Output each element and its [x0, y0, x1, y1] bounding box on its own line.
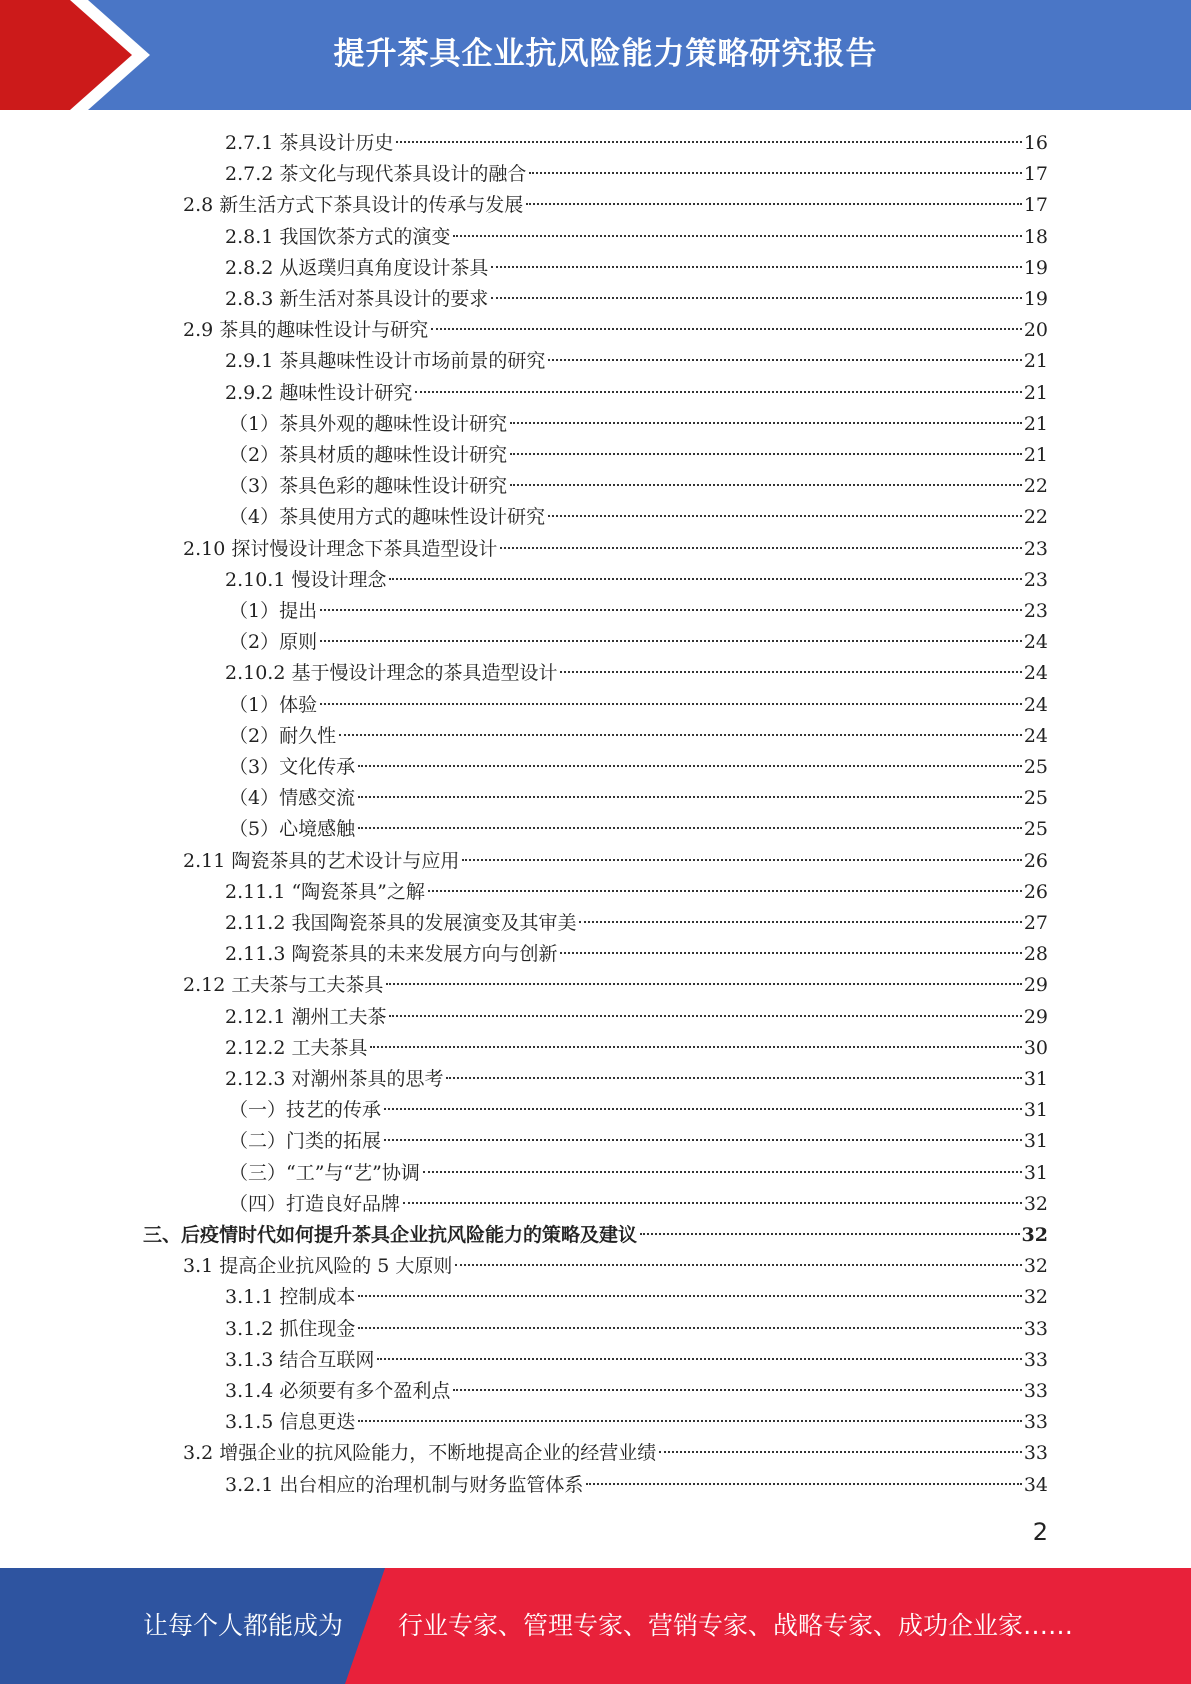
toc-entry-label: 三、后疫情时代如何提升茶具企业抗风险能力的策略及建议 — [143, 1224, 638, 1246]
toc-dot-leader — [358, 1327, 1021, 1329]
toc-entry[interactable] — [183, 190, 1048, 221]
toc-entry-label: 2.9 茶具的趣味性设计与研究 — [183, 319, 429, 342]
toc-entry-label: （5）心境感触 — [229, 818, 356, 841]
toc-entry-page: 34 — [1023, 1473, 1048, 1496]
toc-entry-label: （3）文化传承 — [229, 756, 356, 778]
toc-entry[interactable] — [229, 1095, 1048, 1126]
footer-slogan: 让每个人都能成为 — [143, 1611, 344, 1640]
toc-entry[interactable] — [229, 1126, 1048, 1157]
toc-entry-page: 32 — [1023, 1286, 1048, 1309]
toc-entry-label: 3.1.4 必须要有多个盈利点 — [225, 1380, 451, 1402]
toc-entry-label: 2.11 陶瓷茶具的艺术设计与应用 — [183, 849, 460, 872]
toc-entry-page: 24 — [1023, 693, 1048, 716]
toc-dot-leader — [386, 983, 1021, 985]
toc-entry-label: 3.1.5 信息更迭 — [225, 1411, 356, 1434]
toc-dot-leader — [389, 578, 1021, 580]
page-title: 提升茶具企业抗风险能力策略研究报告 — [333, 35, 878, 72]
toc-entry-label: （四）打造良好品牌 — [229, 1192, 401, 1215]
page-number: 2 — [1032, 1518, 1048, 1546]
toc-dot-leader — [320, 703, 1022, 705]
toc-entry[interactable] — [225, 1064, 1048, 1095]
toc-entry[interactable] — [225, 1407, 1048, 1438]
toc-dot-leader — [453, 235, 1021, 237]
toc-entry-page: 17 — [1023, 194, 1048, 217]
toc-entry[interactable] — [229, 721, 1048, 752]
toc-entry-page: 24 — [1023, 724, 1048, 747]
toc-entry-label: 2.11.2 我国陶瓷茶具的发展演变及其审美 — [225, 912, 577, 934]
toc-dot-leader — [428, 890, 1022, 892]
toc-entry[interactable] — [229, 752, 1048, 783]
toc-entry-page: 17 — [1023, 163, 1048, 186]
toc-entry-label: 2.7.2 茶文化与现代茶具设计的融合 — [225, 163, 527, 186]
toc-dot-leader — [500, 547, 1021, 549]
toc-dot-leader — [384, 1139, 1022, 1141]
toc-entry-page: 23 — [1023, 537, 1048, 560]
toc-entry[interactable] — [225, 159, 1048, 190]
toc-entry-page: 33 — [1023, 1317, 1048, 1340]
toc-dot-leader — [548, 359, 1021, 361]
toc-dot-leader — [339, 734, 1022, 736]
toc-entry-label: （三）“工”与“艺”协调 — [229, 1161, 420, 1184]
toc-entry[interactable] — [183, 534, 1048, 565]
toc-entry[interactable] — [225, 565, 1048, 596]
toc-entry[interactable] — [225, 1002, 1048, 1033]
toc-entry-label: （1）茶具外观的趣味性设计研究 — [229, 412, 508, 435]
toc-entry-label: （4）情感交流 — [229, 787, 356, 810]
toc-entry-label: （一）技艺的传承 — [229, 1099, 382, 1122]
toc-entry-page: 26 — [1023, 849, 1048, 872]
page-header — [0, 0, 1191, 110]
toc-entry-label: 2.8.1 我国饮茶方式的演变 — [225, 225, 451, 248]
toc-entry-page: 27 — [1023, 912, 1048, 934]
toc-entry[interactable] — [225, 284, 1048, 315]
toc-dot-leader — [320, 640, 1022, 642]
toc-entry-page: 24 — [1023, 631, 1048, 654]
toc-entry-page: 31 — [1023, 1130, 1048, 1153]
toc-entry-page: 33 — [1023, 1348, 1048, 1371]
toc-dot-leader — [384, 1108, 1022, 1110]
toc-entry[interactable] — [225, 1282, 1048, 1313]
toc-dot-leader — [510, 484, 1022, 486]
toc-dot-leader — [579, 921, 1021, 923]
toc-dot-leader — [403, 1202, 1022, 1204]
toc-entry-label: 2.12.1 潮州工夫茶 — [225, 1005, 387, 1028]
toc-entry-page: 21 — [1023, 444, 1048, 466]
toc-entry-label: 3.2.1 出台相应的治理机制与财务监管体系 — [225, 1473, 584, 1496]
toc-entry-page: 31 — [1023, 1161, 1048, 1184]
toc-dot-leader — [548, 515, 1022, 517]
toc-entry[interactable] — [225, 658, 1048, 689]
toc-dot-leader — [423, 1171, 1022, 1173]
toc-entry[interactable] — [225, 939, 1048, 970]
toc-entry-page: 23 — [1023, 600, 1048, 622]
toc-entry-label: （3）茶具色彩的趣味性设计研究 — [229, 475, 508, 498]
toc-dot-leader — [358, 1295, 1021, 1297]
toc-dot-leader — [586, 1483, 1021, 1485]
toc-entry-page: 25 — [1023, 818, 1048, 841]
toc-entry-page: 25 — [1023, 756, 1048, 778]
toc-dot-leader — [377, 1358, 1021, 1360]
toc-entry[interactable] — [229, 471, 1048, 502]
toc-entry-label: 2.10.1 慢设计理念 — [225, 568, 387, 591]
toc-entry-label: 2.11.1 “陶瓷茶具”之解 — [225, 880, 425, 903]
toc-entry-label: （2）原则 — [229, 631, 318, 654]
toc-entry-page: 21 — [1023, 381, 1048, 404]
toc-entry[interactable] — [225, 222, 1048, 253]
toc-dot-leader — [389, 1015, 1021, 1017]
toc-entry-page: 26 — [1023, 880, 1048, 903]
toc-entry-page: 19 — [1023, 288, 1048, 310]
toc-entry[interactable] — [225, 877, 1048, 908]
toc-entry-page: 30 — [1023, 1036, 1048, 1059]
toc-entry[interactable] — [183, 1438, 1048, 1469]
toc-entry[interactable] — [225, 1314, 1048, 1345]
toc-entry-label: （4）茶具使用方式的趣味性设计研究 — [229, 506, 546, 529]
toc-entry-label: （2）茶具材质的趣味性设计研究 — [229, 444, 508, 466]
toc-entry[interactable] — [225, 908, 1048, 939]
toc-dot-leader — [396, 141, 1021, 143]
toc-dot-leader — [446, 1077, 1021, 1079]
toc-entry-page: 16 — [1023, 132, 1048, 154]
toc-entry-label: 2.8.2 从返璞归真角度设计茶具 — [225, 256, 489, 279]
toc-entry[interactable] — [229, 409, 1048, 440]
toc-dot-leader — [510, 422, 1022, 424]
toc-entry-label: 3.1.2 抓住现金 — [225, 1317, 356, 1340]
toc-entry[interactable] — [229, 1158, 1048, 1189]
toc-entry[interactable] — [183, 970, 1048, 1001]
toc-entry-label: （1）体验 — [229, 693, 318, 716]
toc-entry[interactable] — [225, 128, 1048, 159]
toc-entry-page: 31 — [1023, 1099, 1048, 1122]
toc-entry[interactable] — [225, 253, 1048, 284]
toc-entry-page: 33 — [1023, 1380, 1048, 1402]
toc-entry-label: 2.7.1 茶具设计历史 — [225, 132, 394, 154]
toc-entry-page: 32 — [1021, 1224, 1048, 1246]
toc-dot-leader — [491, 297, 1021, 299]
toc-entry[interactable] — [229, 502, 1048, 533]
toc-dot-leader — [358, 796, 1022, 798]
toc-entry-page: 21 — [1023, 412, 1048, 435]
toc-entry-label: （1）提出 — [229, 600, 318, 622]
toc-entry-label: 2.9.1 茶具趣味性设计市场前景的研究 — [225, 350, 546, 373]
toc-dot-leader — [358, 1420, 1021, 1422]
toc-dot-leader — [659, 1451, 1022, 1453]
toc-dot-leader — [560, 671, 1021, 673]
toc-entry-page: 32 — [1023, 1192, 1048, 1215]
toc-entry[interactable] — [229, 596, 1048, 627]
toc-dot-leader — [462, 859, 1021, 861]
toc-dot-leader — [453, 1389, 1021, 1391]
toc-entry-page: 32 — [1023, 1255, 1048, 1278]
toc-entry-label: 2.11.3 陶瓷茶具的未来发展方向与创新 — [225, 943, 558, 966]
toc-entry[interactable] — [229, 690, 1048, 721]
toc-entry-page: 28 — [1023, 943, 1048, 966]
toc-entry[interactable] — [225, 1033, 1048, 1064]
toc-entry-label: 2.10.2 基于慢设计理念的茶具造型设计 — [225, 662, 558, 685]
toc-entry-page: 24 — [1023, 662, 1048, 685]
toc-entry[interactable] — [229, 783, 1048, 814]
toc-dot-leader — [529, 172, 1021, 174]
toc-entry-label: 2.8.3 新生活对茶具设计的要求 — [225, 288, 489, 310]
toc-dot-leader — [526, 203, 1022, 205]
toc-entry-label: 2.8 新生活方式下茶具设计的传承与发展 — [183, 194, 524, 217]
toc-entry[interactable] — [225, 1345, 1048, 1376]
toc-dot-leader — [320, 609, 1022, 611]
toc-entry-label: 3.1.1 控制成本 — [225, 1286, 356, 1309]
toc-entry[interactable] — [225, 1376, 1048, 1407]
toc-entry[interactable] — [229, 1189, 1048, 1220]
toc-entry-page: 18 — [1023, 225, 1048, 248]
page-footer — [0, 1568, 1191, 1684]
toc-dot-leader — [640, 1233, 1020, 1235]
toc-dot-leader — [560, 952, 1021, 954]
toc-entry-label: 2.12.2 工夫茶具 — [225, 1036, 368, 1059]
toc-entry-label: （二）门类的拓展 — [229, 1130, 382, 1153]
toc-entry[interactable] — [183, 1251, 1048, 1282]
toc-entry-page: 21 — [1023, 350, 1048, 373]
toc-entry[interactable] — [225, 378, 1048, 409]
toc-dot-leader — [370, 1046, 1021, 1048]
toc-dot-leader — [491, 266, 1021, 268]
toc-entry-page: 33 — [1023, 1411, 1048, 1434]
toc-entry[interactable] — [225, 1470, 1048, 1501]
toc-dot-leader — [510, 453, 1022, 455]
toc-entry-label: 3.2 增强企业的抗风险能力，不断地提高企业的经营业绩 — [183, 1442, 657, 1465]
toc-entry-label: 3.1.3 结合互联网 — [225, 1348, 375, 1371]
toc-entry-label: 2.12.3 对潮州茶具的思考 — [225, 1068, 444, 1090]
toc-entry-page: 22 — [1023, 506, 1048, 529]
toc-entry[interactable] — [143, 1220, 1048, 1251]
toc-dot-leader — [415, 391, 1021, 393]
toc-entry[interactable] — [229, 627, 1048, 658]
toc-dot-leader — [431, 328, 1022, 330]
toc-entry-label: 3.1 提高企业抗风险的 5 大原则 — [183, 1255, 453, 1278]
toc-entry[interactable] — [229, 814, 1048, 845]
toc-entry[interactable] — [183, 846, 1048, 877]
toc-entry-label: 2.9.2 趣味性设计研究 — [225, 381, 413, 404]
toc-entry-label: 2.10 探讨慢设计理念下茶具造型设计 — [183, 537, 498, 560]
toc-entry-page: 29 — [1023, 1005, 1048, 1028]
toc-entry-page: 23 — [1023, 568, 1048, 591]
toc-entry[interactable] — [225, 346, 1048, 377]
toc-dot-leader — [358, 827, 1022, 829]
toc-entry-page: 19 — [1023, 256, 1048, 279]
toc-entry-page: 22 — [1023, 475, 1048, 498]
footer-roles: 行业专家、管理专家、营销专家、战略专家、成功企业家…… — [398, 1611, 1074, 1640]
toc-entry-label: 2.12 工夫茶与工夫茶具 — [183, 974, 384, 997]
toc-entry-page: 29 — [1023, 974, 1048, 997]
toc-dot-leader — [455, 1264, 1021, 1266]
toc-entry[interactable] — [229, 440, 1048, 471]
toc-entry-page: 33 — [1023, 1442, 1048, 1465]
toc-entry-page: 25 — [1023, 787, 1048, 810]
toc-entry-page: 31 — [1023, 1068, 1048, 1090]
toc-entry[interactable] — [183, 315, 1048, 346]
toc-entry-page: 20 — [1023, 319, 1048, 342]
toc-dot-leader — [358, 765, 1022, 767]
toc-entry-label: （2）耐久性 — [229, 724, 337, 747]
